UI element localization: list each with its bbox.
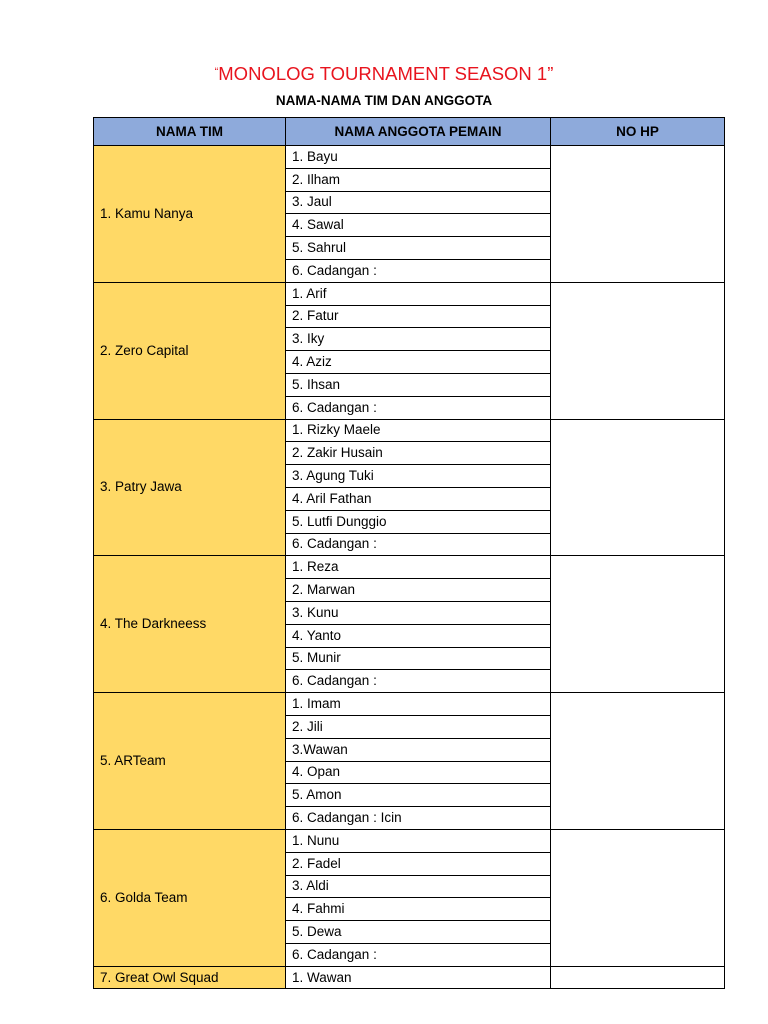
member-name-cell: 4. Opan <box>286 761 551 784</box>
team-name-cell: 4. The Darkneess <box>94 556 286 693</box>
member-name-cell: 6. Cadangan : <box>286 396 551 419</box>
member-name-cell: 4. Aril Fathan <box>286 487 551 510</box>
phone-number-cell <box>551 966 725 989</box>
member-name-cell: 2. Fadel <box>286 852 551 875</box>
member-name-cell: 3. Aldi <box>286 875 551 898</box>
member-name-cell: 1. Rizky Maele <box>286 419 551 442</box>
title-text: MONOLOG TOURNAMENT SEASON 1 <box>218 63 548 84</box>
member-name-cell: 5. Munir <box>286 647 551 670</box>
phone-number-cell <box>551 829 725 966</box>
member-name-cell: 3. Kunu <box>286 601 551 624</box>
member-name-cell: 5. Amon <box>286 784 551 807</box>
table-row <box>94 146 725 169</box>
team-name-cell: 2. Zero Capital <box>94 282 286 419</box>
member-name-cell: 2. Fatur <box>286 305 551 328</box>
team-name-cell: 3. Patry Jawa <box>94 419 286 556</box>
member-name-cell: 2. Zakir Husain <box>286 442 551 465</box>
member-name-cell: 1. Reza <box>286 556 551 579</box>
member-name-cell: 5. Sahrul <box>286 237 551 260</box>
member-name-cell: 1. Arif <box>286 282 551 305</box>
member-name-cell: 6. Cadangan : <box>286 943 551 966</box>
header-member-names: NAMA ANGGOTA PEMAIN <box>286 118 551 146</box>
table-row <box>94 556 725 579</box>
member-name-cell: 2. Marwan <box>286 579 551 602</box>
header-phone: NO HP <box>551 118 725 146</box>
header-team-name: NAMA TIM <box>94 118 286 146</box>
phone-number-cell <box>551 282 725 419</box>
phone-number-cell <box>551 693 725 830</box>
table-row <box>94 282 725 305</box>
member-name-cell: 3.Wawan <box>286 738 551 761</box>
phone-number-cell <box>551 146 725 283</box>
table-row <box>94 419 725 442</box>
table-row <box>94 966 725 989</box>
document-title <box>0 60 768 86</box>
title-close-quote: ” <box>547 63 554 84</box>
member-name-cell: 4. Aziz <box>286 351 551 374</box>
member-name-cell: 4. Yanto <box>286 624 551 647</box>
member-name-cell: 6. Cadangan : <box>286 533 551 556</box>
team-name-cell: 5. ARTeam <box>94 693 286 830</box>
table-row <box>94 693 725 716</box>
team-name-cell: 6. Golda Team <box>94 829 286 966</box>
member-name-cell: 6. Cadangan : <box>286 670 551 693</box>
member-name-cell: 3. Iky <box>286 328 551 351</box>
member-name-cell: 6. Cadangan : Icin <box>286 807 551 830</box>
member-name-cell: 3. Jaul <box>286 191 551 214</box>
table-header <box>94 118 725 146</box>
title-open-quote: “ <box>214 66 219 78</box>
member-name-cell: 1. Bayu <box>286 146 551 169</box>
team-name-cell: 7. Great Owl Squad <box>94 966 286 989</box>
member-name-cell: 5. Ihsan <box>286 373 551 396</box>
member-name-cell: 4. Sawal <box>286 214 551 237</box>
member-name-cell: 3. Agung Tuki <box>286 465 551 488</box>
table-row <box>94 829 725 852</box>
member-name-cell: 1. Imam <box>286 693 551 716</box>
member-name-cell: 5. Dewa <box>286 921 551 944</box>
member-name-cell: 1. Wawan <box>286 966 551 989</box>
phone-number-cell <box>551 556 725 693</box>
member-name-cell: 4. Fahmi <box>286 898 551 921</box>
member-name-cell: 6. Cadangan : <box>286 259 551 282</box>
document-subtitle: NAMA-NAMA TIM DAN ANGGOTA <box>275 93 493 108</box>
team-name-cell: 1. Kamu Nanya <box>94 146 286 283</box>
member-name-cell: 1. Nunu <box>286 829 551 852</box>
table-body <box>94 146 725 989</box>
header-row <box>94 118 725 146</box>
member-name-cell: 5. Lutfi Dunggio <box>286 510 551 533</box>
member-name-cell: 2. Jili <box>286 715 551 738</box>
phone-number-cell <box>551 419 725 556</box>
member-name-cell: 2. Ilham <box>286 168 551 191</box>
team-roster-table <box>93 117 725 989</box>
